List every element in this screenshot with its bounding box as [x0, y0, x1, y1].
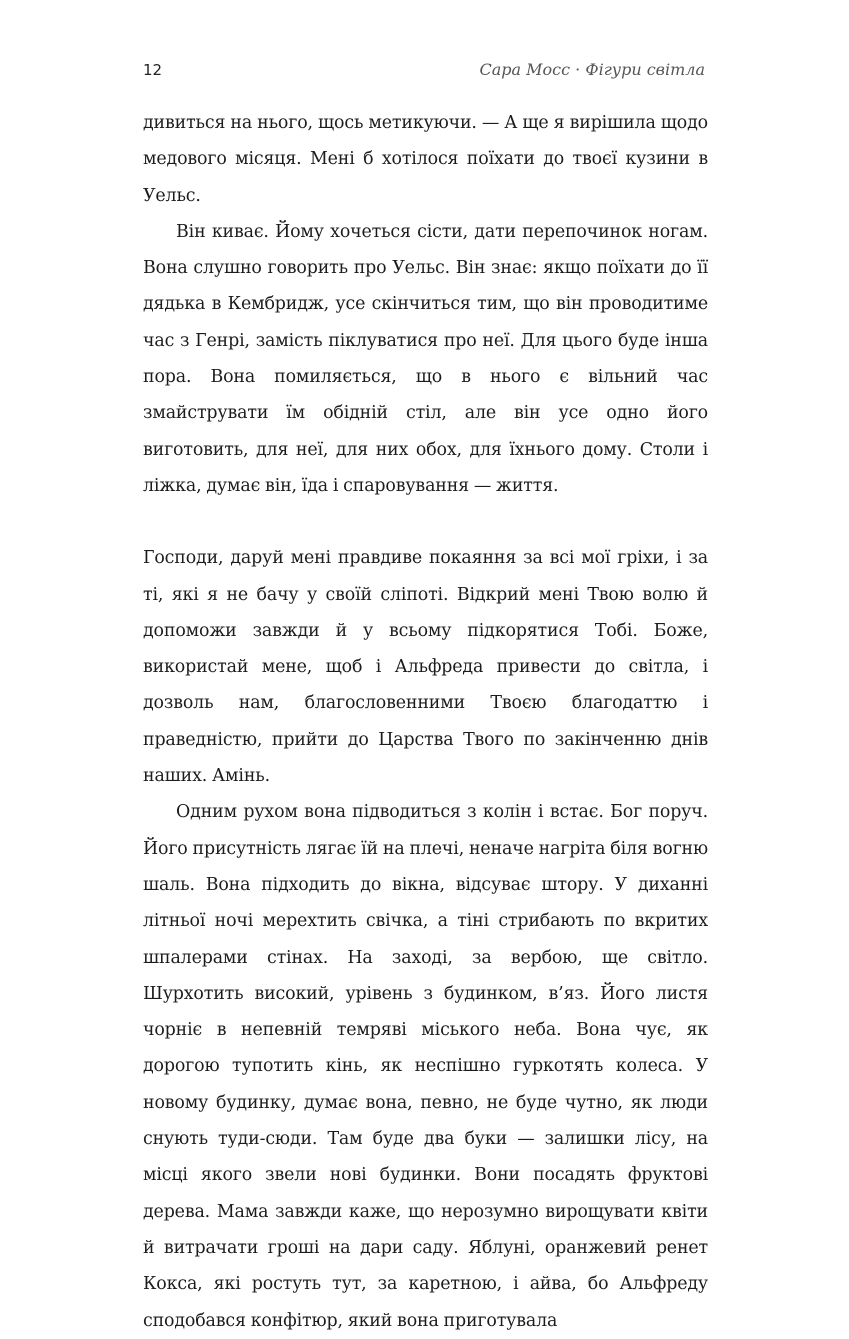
page-header	[143, 60, 705, 86]
section-break	[143, 504, 708, 540]
page-number: 12	[143, 61, 163, 79]
paragraph-continuation: дивиться на нього, щось метикуючи. — А ще я вирішила щодо медового місяця. Мені б хотілося поїхати до твоєї кузини в Уельс.	[143, 113, 708, 206]
paragraph-she-rises: Одним рухом вона підводиться з колін і встає. Бог поруч. Його присутність лягає їй на плечі, неначе нагріта біля вогню шаль. Вона підходить до вікна, відсуває штору. У диханні літньої ночі мерехтить свічка, а тіні стрибають по вкритих шпалерами стінах. На заході, за вербою, ще світло. Шурхотить високий, урівень з будинком, в’яз. Його листя чорніє в непевній темряві міського неба. Вона чує, як дорогою тупотить кінь, як неспішно гуркотять колеса. У новому будинку, думає вона, певно, не буде чутно, як люди снують туди-сюди. Там буде два буки — залишки лісу, на місці якого звели нові будинки. Вони посадять фруктові дерева. Мама завжди каже, що нерозумно вирощувати квіти й витрачати гроші на дари саду. Яблуні, оранжевий ренет Кокса, які ростуть тут, за каретною, і айва, бо Альфреду сподобався конфітюр, який вона приготувала	[143, 802, 708, 1331]
body-text	[143, 105, 708, 1339]
paragraph-prayer: Господи, даруй мені правдиве покаяння за всі мої гріхи, і за ті, які я не бачу у своїй сліпоті. Відкрий мені Твою волю й допоможи завжди й у всьому підкорятися Тобі. Боже, використай мене, щоб і Альфреда привести до світла, і дозволь нам, благословенними Твоєю благодаттю і праведністю, прийти до Царства Твого по закінченню днів наших. Амінь.	[143, 548, 708, 787]
running-head: Сара Мосс · Фігури світла	[479, 60, 705, 79]
paragraph-he-nods: Він киває. Йому хочеться сісти, дати перепочинок ногам. Вона слушно говорить про Уельс. Він знає: якщо поїхати до її дядька в Кембридж, усе скінчиться тим, що він проводитиме час з Генрі, замість піклуватися про неї. Для цього буде інша пора. Вона помиляється, що в нього є вільний час змайструвати їм обідній стіл, але він усе одно його виготовить, для неї, для них обох, для їхнього дому. Столи і ліжка, думає він, їда і спаровування — життя.	[143, 221, 708, 496]
